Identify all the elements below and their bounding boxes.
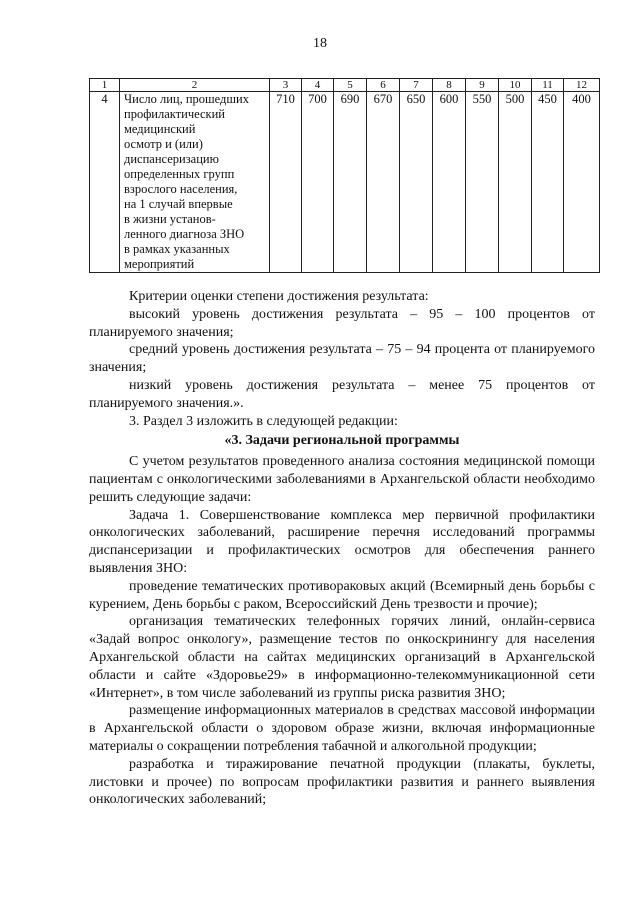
paragraph: Критерии оценки степени достижения результата: <box>129 289 429 304</box>
paragraph: средний уровень достижения результата – 75 – 94 процента от планируемого значения; <box>89 342 595 376</box>
table-header-cell: 3 <box>270 79 302 92</box>
table-header-cell: 6 <box>367 79 400 92</box>
table-header-row <box>90 79 600 92</box>
value-cell: 700 <box>302 92 334 273</box>
description-line: ленного диагноза ЗНО <box>124 227 245 241</box>
value-cell: 670 <box>367 92 400 273</box>
description-line: профилактический <box>124 107 225 121</box>
value-cell: 690 <box>334 92 367 273</box>
value-cell: 450 <box>532 92 564 273</box>
paragraph: высокий уровень достижения результата – 95 – 100 процентов от планируемого значения; <box>89 306 595 340</box>
row-description <box>120 92 270 273</box>
table-header-cell: 8 <box>433 79 466 92</box>
paragraph: проведение тематических противораковых акций (Всемирный день борьбы с курением, День борьбы с раком, Всероссийский День трезвости и прочие); <box>89 578 595 612</box>
description-line: в рамках указанных <box>124 242 230 256</box>
paragraph: Задача 1. Совершенствование комплекса мер первичной профилактики онкологических заболеваний, расширение перечня исследований программы диспансеризации и профилактических осмотров для обеспечения раннего выявления ЗНО: <box>89 507 595 576</box>
description-line: на 1 случай впервые <box>124 197 233 211</box>
description-line: медицинский <box>124 122 196 136</box>
paragraph: разработка и тиражирование печатной продукции (плакаты, буклеты, листовки и прочее) по вопросам профилактики развития и раннего выявления онкологических заболеваний; <box>89 756 595 808</box>
description-line: в жизни установ- <box>124 212 216 226</box>
section-heading: «3. Задачи региональной программы <box>224 433 460 449</box>
paragraph: С учетом результатов проведенного анализа состояния медицинской помощи пациентам с онкологическими заболеваниями в Архангельской области необходимо решить следующие задачи: <box>89 454 595 505</box>
description-line: определенных групп <box>124 167 235 181</box>
table-header-cell: 11 <box>532 79 564 92</box>
table-header-cell: 12 <box>564 79 600 92</box>
page-number: 18 <box>313 36 327 51</box>
body-text <box>89 288 595 809</box>
value-cell: 600 <box>433 92 466 273</box>
description-line: взрослого населения, <box>124 182 238 196</box>
paragraph: 3. Раздел 3 изложить в следующей редакции: <box>129 413 398 429</box>
description-line: диспансеризацию <box>124 152 219 166</box>
value-cell: 400 <box>564 92 600 273</box>
table-header-cell: 1 <box>90 79 120 92</box>
indicator-table <box>89 78 600 273</box>
value-cell: 550 <box>466 92 499 273</box>
description-line: Число лиц, прошедших <box>124 92 249 106</box>
row-number: 4 <box>90 92 120 273</box>
value-cell: 710 <box>270 92 302 273</box>
table-header-cell: 2 <box>120 79 270 92</box>
table-header-cell: 5 <box>334 79 367 92</box>
table-header-cell: 4 <box>302 79 334 92</box>
table-header-cell: 9 <box>466 79 499 92</box>
paragraph: организация тематических телефонных горячих линий, онлайн-сервиса «Задай вопрос онкологу», размещение тестов по онкоскринингу для населения Архангельской области на сайтах медицинских организаций в Архангельской области и сайте «Здоровье29» в информационно-телекоммуникационной сети «Интернет», в том числе заболеваний из группы риска развития ЗНО; <box>89 614 595 701</box>
table-row <box>90 92 600 273</box>
table-header-cell: 10 <box>499 79 532 92</box>
value-cell: 500 <box>499 92 532 273</box>
paragraph: размещение информационных материалов в средствах массовой информации в Архангельской области о здоровом образе жизни, включая информационные материалы о сокращении потребления табачной и алкогольной продукции; <box>89 703 595 754</box>
description-line: мероприятий <box>124 257 195 271</box>
paragraph: низкий уровень достижения результата – менее 75 процентов от планируемого значения.». <box>89 377 595 411</box>
description-line: осмотр и (или) <box>124 137 203 151</box>
value-cell: 650 <box>400 92 433 273</box>
table-header-cell: 7 <box>400 79 433 92</box>
